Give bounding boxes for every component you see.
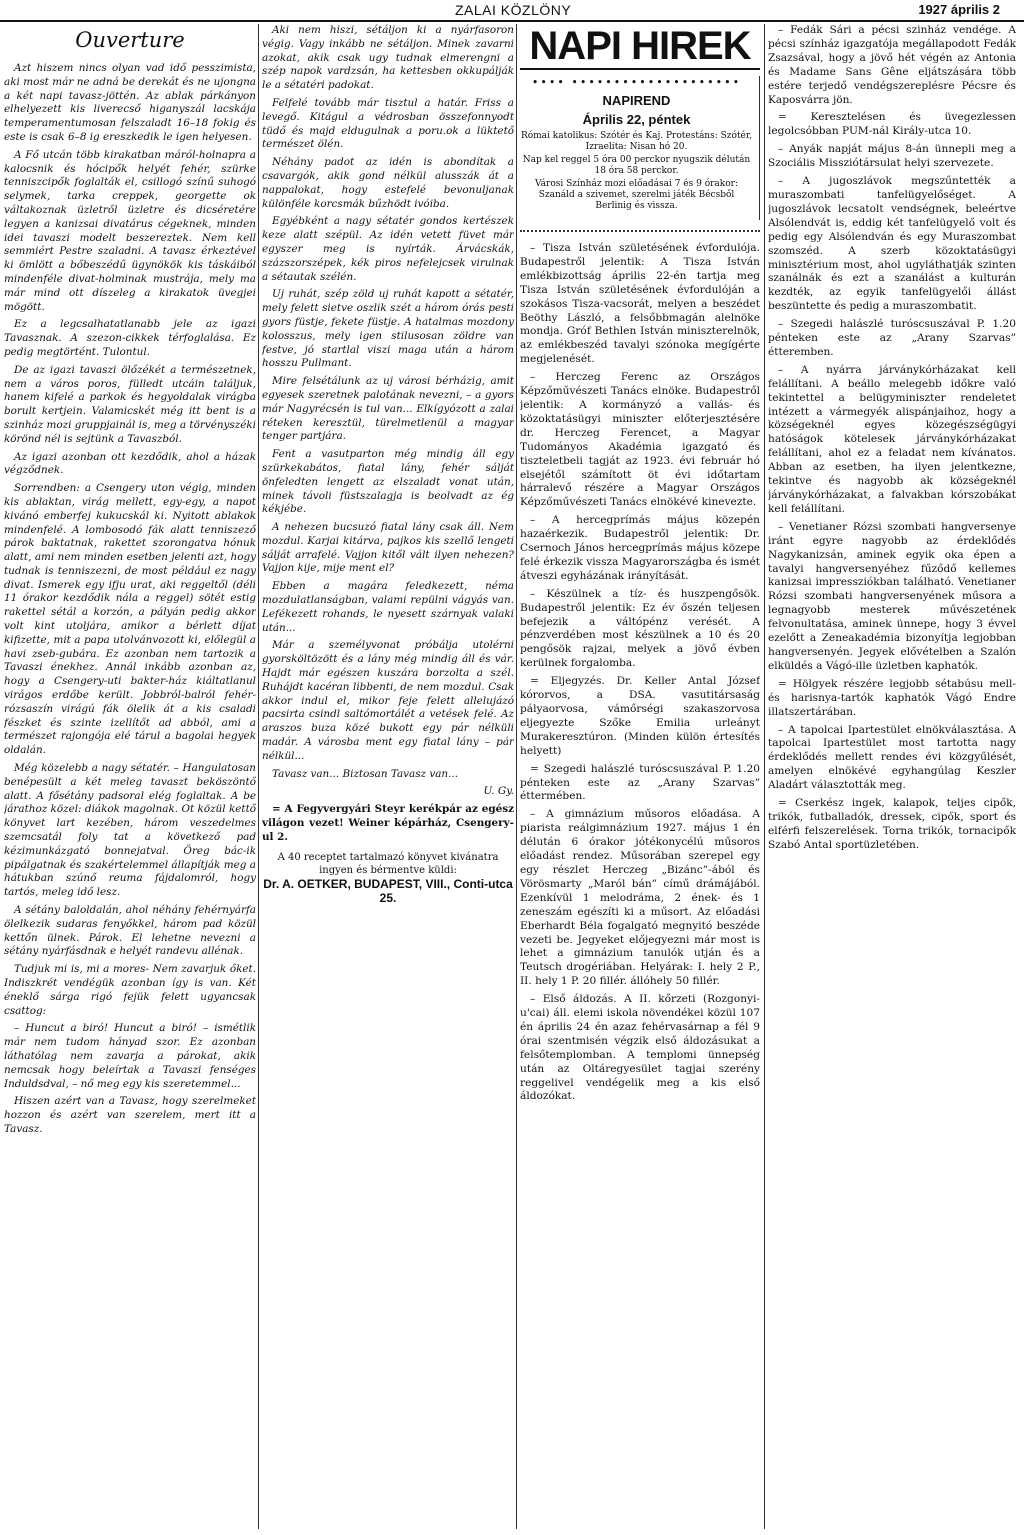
issue-date: 1927 április 2 bbox=[918, 2, 1000, 17]
paragraph: Már a személyvonat próbálja utolérni gyorsköltözött és a lány még mindig áll és vár. Hajdt már egészen kuszára borzolta a szél. Ruhájdt kacéran libbenti, de nem mozdul. Csak akkor indul el, mikor feje felett allelujázó pacsirta csindl saltómortálét a vetések felé. Az araszos buza közé bukott egy pár nélküli madár. A városba ment egy fiatal lány – pár nélkül... bbox=[262, 639, 514, 762]
news-item: – Szegedi halászlé turóscsuszával P. 1.20 pénteken este az „Arany Szarvas” étteremben. bbox=[768, 318, 1016, 358]
column-news-continued bbox=[768, 24, 1016, 1529]
news-item: = Cserkész ingek, kalapok, teljes cipők, trikók, futballadók, dressek, cipők, sport és elférfi felszerelések. Torna trikók, tornacipők Szabó Antal sportüzletében. bbox=[768, 797, 1016, 851]
page-header bbox=[0, 0, 1024, 22]
column-napi-hirek bbox=[520, 24, 760, 1529]
paragraph: Még közelebb a nagy sétatér. – Hangulatosan benépesült a két meleg tavaszt beköszöntő alatt. A fősétány padsoral elég foglaltak. A be járathoz közel: diákok magolnak. Ot közül kettő könyvet lart kezében, három veszedelmes szemcsatál foly tat a következő pad kézimunkázgató bonnejatval. Öreg bác-ik pipálgatnak és szakértelemmel állapítják meg a hátukban szúnő reuma fájdalomról, hogy tartós, meleg idő lesz. bbox=[4, 762, 256, 899]
column-rule bbox=[258, 24, 259, 1529]
news-item: – Fedák Sári a pécsi szinház vendége. A pécsi színház igazgatója megállapodott Fedák Zsazsával, hogy a jövő hét végén az Antonia és Madame Sans Gêne eljátszására több estére terjedő vendégszereplésre Pécsre és Kaposvárra jön. bbox=[768, 24, 1016, 106]
agenda-title: NAPIREND bbox=[602, 93, 671, 108]
column-rule bbox=[764, 24, 765, 1529]
newspaper-title: ZALAI KÖZLÖNY bbox=[455, 2, 572, 18]
paragraph: Tudjuk mi is, mi a mores- Nem zavarjuk őket. Indiszkrét vendégük azonban így is van. Két éneklő sárga rigó fejük felett ugyancsak csattog: bbox=[4, 963, 256, 1017]
paragraph: Egyébként a nagy sétatér gondos kertészek keze alatt szépül. Az idén vetett füvet már egyszer meg is nyírták. Árvácskák, százszorszépek, kék piros nefelejcsek virulnak a sétautak szélén. bbox=[262, 215, 514, 283]
agenda-line: Városi Színház mozi előadásai 7 és 9 órakor: Szanáld a szivemet, szerelmi játék Bécsből Berlinig és vissza. bbox=[534, 179, 738, 211]
paragraph: Ez a legcsalhatatlanabb jele az igazi Tavasznak. A szezon-cikkek térfoglalása. Ez pedig megtörtént. Tulontul. bbox=[4, 318, 256, 358]
news-item: = Hölgyek részére legjobb sétabúsu mell- és harisnya-tartók kaphatók Vágó Endre illatszertárában. bbox=[768, 677, 1016, 718]
section-masthead: NAPI HIREK bbox=[520, 24, 760, 70]
news-item: – A gimnázium műsoros előadása. A piarista reálgimnázium 1927. május 1 én délután 6 órakor jótékonycélú műsoros előadást rendez. Műsorában szerepel egy egy részlet Herczeg „Bizánc”-ából és Vörösmarty „Maról bán” című drámájából. Ezenkívül 1 melodráma, 2 ének- és 1 zeneszám egészíti ki a műsort. Az előadási Eberhardt Béla fogalgató megnyitó beszéde vezeti be. Jegyeket előjegyezni már most is lehet a gimnázium tanulók utján és a Teutsch drogériában. Helyárak: I. hely 2 P., II. hely 1 P. 20 fillér. állóhely 50 fillér. bbox=[520, 808, 760, 988]
paragraph: A nehezen bucsuzó fiatal lány csak áll. Nem mozdul. Karjai kitárva, pajkos kis szellő lengeti sálját arrafelé. Vajjon kitől vált ilyen nehezen? Vajjon kije, mije ment el? bbox=[262, 521, 514, 575]
paragraph: Azt hiszem nincs olyan vad idő pesszimista, aki most már ne adná be derekát és ne ujongna a két napi tavasz-jöttén. Az ablak párkányon elhelyezett kis liverecső higanyszál lacskája temperamentumosan felszaladt 16–18 fokig és este is csak 6–8 ig ereszkedik le igen helyesen. bbox=[4, 62, 256, 143]
advertisement: A 40 receptet tartalmazó könyvet kivánatra ingyen és bérmentve küldi: bbox=[277, 851, 499, 876]
news-item: = Eljegyzés. Dr. Keller Antal József kórorvos, a DSA. vasutitársaság pályaorvosa, vámőrségi szakaszorvosa eljegyezte Szőke Emilia urleányt Murakeresztúron. (Minden külön értesítés helyett) bbox=[520, 675, 760, 757]
advertisement-address: Dr. A. OETKER, BUDAPEST, VIII., Conti-utca 25. bbox=[263, 876, 513, 905]
paragraph: Uj ruhát, szép zöld uj ruhát kapott a sétatér, mely felett sietve oszlik szét a három órás pesti gyors füstje, fekete füstje. A hatalmas mozdony kolosszus, mely igen stilusosan zöldre van festve, jó startlal viszi maga után a három hosszu Pullmant. bbox=[262, 288, 514, 370]
advertisement: = A Fegyvergyári Steyr kerékpár az egész világon vezet! Weiner képárház, Csengery-ul 2. bbox=[262, 803, 514, 843]
paragraph: – Huncut a biró! Huncut a biró! – ismétlik már nem tudom hányad szor. Ez azonban láthatólag nem zavarja a párokat, akik nemcsak hogy beleírtak a Tavaszi fenséges Induldsdval, – nő meg egy kis szeretemmel... bbox=[4, 1022, 256, 1090]
news-item: – Venetianer Rózsi szombati hangversenye iránt egyre nagyobb az érdeklődés Nagykanizsán, aminek egyik oka épen a tavalyi hangversenyéhez fűződő kellemes kanizsai impressziókban található. Venetianer Rózsi szombati hangversenyének műsora a legnagyobb mesterek művészetének felvonultatása, aminek ünnepe, hogy 3 évvel ezelőtt a Zeneakadémia bizonyítja legjobban hangversenyén. Jegyek elővételben a Szalón elküldés a Vágó-ille üzletben kaphatók. bbox=[768, 520, 1016, 672]
news-item: – A tapolcai Ipartestület elnökválasztása. A tapolcai Ipartestület most tartotta nagy érdeklődés mellett rendes évi közgyűlését, amelyen elnökévé egyhangúlag Keszler Aladárt választották meg. bbox=[768, 723, 1016, 792]
news-item: – Első áldozás. A II. kőrzeti (Rozgonyi-u'cai) áll. elemi iskola növendékei közül 107 én április 24 én azaz fehérvasárnap a fél 9 órai szentmisén végzik első áldozásukat a felsőtemplomban. A templomi ünnepség után az Oltáregyesület tagjai szerény reggelivel vendégelik meg a kis első áldozókat. bbox=[520, 993, 760, 1103]
daily-agenda-box bbox=[520, 76, 760, 220]
paragraph: Tavasz van... Biztosan Tavasz van... bbox=[272, 767, 459, 780]
paragraph: Az igazi azonban ott kezdődik, ahol a házak végződnek. bbox=[4, 450, 256, 477]
agenda-date: Április 22, péntek bbox=[582, 112, 691, 127]
author-signature: U. Gy. bbox=[483, 785, 514, 798]
news-item: – Készülnek a tíz- és huszpengősök. Budapestről jelentik: Ez év őszén teljesen befejezik a váltópénz verését. A pénzverdében most készülnek a 10 és 20 pengősök rajzai, melyek a jövő évben kerülnek forgalomba. bbox=[520, 587, 760, 670]
column-ouverture-continued bbox=[262, 24, 514, 1529]
news-item: – A hercegprímás május közepén hazaérkezik. Budapestről jelentik: Dr. Csernoch János hercegprímás május közepe felé érkezik vissza Magyarországba és ismét átveszi egyházának irányítását. bbox=[520, 514, 760, 582]
paragraph: A Fő utcán több kirakatban máról-holnapra a kalocsnik és hócipők helyét fehér, szürke tenniszcipők foglalták el, csillogó színű suhogó selymek, tarka creppek, georgette ok váltakoznak üzletről üzletre és dicséretére legyen a kanizsai divatárus cégeknek, minden idei tavaszi modelt beszereztek. Nem kell semmiért Pestre szaladni. A tavasz érkeztével ki ömlött a bőbeszédű ügynökök kis táskáiból mindenféle divat-holminak mustrája, mely ma már mind ott díszeleg a kirakatok üvegjei mögött. bbox=[4, 148, 256, 313]
paragraph: Felfelé tovább már tisztul a határ. Friss a levegő. Kitágul a védrosban összefonnyodt tüdő és majd eldugulnak a poru.ok a lüktető természet ölén. bbox=[262, 96, 514, 151]
column-rule bbox=[516, 24, 517, 1529]
news-item: – A nyárra járványkórházakat kell felállítani. A beállo melegebb időkre való tekintettel a belügyminiszter rendeletet intézett a vármegyék alispánjaihoz, hogy a községeknél egyes közegészségügyi hatóságok kötelesek járványkórházakat felállítani, ahol ez a feladat nem kívánatos. Abban az esetben, ha ilyen jelentkezne, tekintve és nagyobb ak községeknél járványkórházakat, a falvakban kórszobákat kell felállítani. bbox=[768, 363, 1016, 515]
news-item: – A jugoszlávok megszűntették a muraszombati tanfelügyelőséget. A jugoszlávok lecsatolt vendségnek, beleértve Alsólendvát is, eddig két tanfelügyelő volt és pedig egy Alsólendván és egy Muraszombat szomszéd. A szerb közoktatásügyi minisztérium most, ahol ugyláthatják szinten szanálnák és ezt a szanálást a kulturán kezdték, az egyik tanfelügyelői állást beszüntette és pedig a muraszombatit. bbox=[768, 175, 1016, 313]
news-item: = Keresztelésen és üvegezlessen legolcsóbban PUM-nál Király-utca 10. bbox=[768, 111, 1016, 138]
paragraph: Aki nem hiszi, sétáljon ki a nyárfasoron végig. Vagy inkább ne sétáljon. Minek zavarni azokat, akik csak ugy tudnak elmerengni a szép napok vardzsán, ha kettesben okkupálják le a sétatéri padokat. bbox=[262, 24, 514, 92]
paragraph: De az igazi tavaszi ölőzékét a természetnek, nem a város poros, fülledt utcáin találjuk, hanem kifelé a parkok és hegyoldalak virágba borult kertjein. Valamicskét még itt bent is a szinház mozi gruppjainál is, meg a törvényszéki körönd nél is sejtünk a Tavaszból. bbox=[4, 363, 256, 445]
news-item: – Tisza István születésének évfordulója. Budapestről jelentik: A Tisza István emlékbizottság április 22-én tartja meg Tisza István születésének évfordulóján a szokásos Tisza-vacsorát, melyen a beszédet Beöthy László, a felsőbbmagán alelnöke mondja. Gróf Bethlen István miniszterelnök, az emlékbeszéd tavalyi szónoka megígérte megjelenését. bbox=[520, 242, 760, 366]
agenda-line: Nap kel reggel 5 óra 00 perckor nyugszik délután 18 óra 58 perckor. bbox=[522, 155, 751, 176]
news-item: – Herczeg Ferenc az Országos Képzőművészeti Tanács elnöke. Budapestről jelentik: A kormányzó a vallás- és közoktatásügyi miniszter előterjesztésére dr. Herczeg Ferencet, a Magyar Tudományos Akadémia igazgató és tiszteletbeli tagját az 1923. évi február hó elsejétől számított öt évi időtartam hárralevő részére a Magyar Országos Képzőművészeti Tanács elnökévé kinevezte. bbox=[520, 371, 760, 509]
article-title: Ouverture bbox=[75, 28, 185, 52]
paragraph: Sorrendben: a Csengery uton végig, minden kis ablaktan, virág mellett, egy-egy, a napot kivánó emberfej kukucskál ki. Nyitott ablakok mindenfelé. A lombosodó fák alatt tenniszező párok baktatnak, rakettet szorongatva hónuk alatt, ami nem minden esetben jelenti azt, hogy tudnak is tenniszezni, de most például ez nagy divat. Ismerek egy ifju urat, aki reggeltől (déli 11 órakor kezdődik nála a reggel) sötét estig rakettel sétál a korzón, a pályán pedig akkor volt kint utoljára, amikor a bérlett díjat kifizette, mit a papa utolvánvozott ki, előlegül a havi zseb-gubára. Ez azonban nem tartozik a Tavaszi énekhez. Annál inkább azonban az, hogy a Csengery-uti bakter-ház kiáltatlanul virágos erdőbe került. Jobbról-balról fehér-rózsaszín virágú fák ölelik át a kis csaladi fészket és szinte izellítőt ad abból, ami a természet rajongója elé tárul a bagolai hegyek oldalán. bbox=[4, 482, 256, 757]
dotted-ornament: •••• •••••••••••••••••••• bbox=[531, 76, 742, 89]
column-ouverture bbox=[4, 24, 256, 1529]
paragraph: Ebben a magára feledkezett, néma mozdulatlanságban, valami repülni vágyás van. Lefékezett rohands, le nyesett szárnyak valaki után... bbox=[262, 580, 514, 634]
news-item: = Szegedi halászlé turóscsuszával P. 1.20 pénteken este az „Arany Szarvas” éttermében. bbox=[520, 762, 760, 803]
paragraph: Fent a vasutparton még mindig áll egy szürkekabátos, fiatal lány, fehér sálját önfeledten lengett az elszaladt vonat után, minek távoli füstszalagja is beolvadt az ég kékjébe. bbox=[262, 448, 514, 516]
agenda-line: Római katolikus: Szótér és Kaj. Protestáns: Szótér, Izraelita: Nisan hó 20. bbox=[520, 131, 753, 152]
paragraph: A sétány baloldalán, ahol néhány fehérnyárfa ölelkezik sudaras fenyőkkel, három pad közül kettőn ülnek. Párok. El lehetne nevezni a sétány nyárfásdnak e helyét randevu allénak. bbox=[4, 904, 256, 958]
news-item: – Anyák napját május 8-án ünnepli meg a Szociális Missziótársulat helyi szervezete. bbox=[768, 143, 1016, 170]
paragraph: Hiszen azért van a Tavasz, hogy szerelmeket hozzon és azért van szerelem, mert itt a Tavasz. bbox=[4, 1095, 256, 1135]
paragraph: Néhány padot az idén is abondítak a csavargók, akik gond nélkül alusszák át a nappalokat, hogy estefelé bevonuljanak különféle korcsmák bűzhödt ivóiba. bbox=[262, 156, 514, 210]
paragraph: Mire felsétálunk az uj városi bérházig, amit egyesek szeretnek palotának nevezni, – a gyors már Nagyrécsén is tul van... Elkígyózott a zalai réteken keresztül, türelmetlenül a magyar tenger partjára. bbox=[262, 375, 514, 443]
divider bbox=[520, 230, 760, 232]
